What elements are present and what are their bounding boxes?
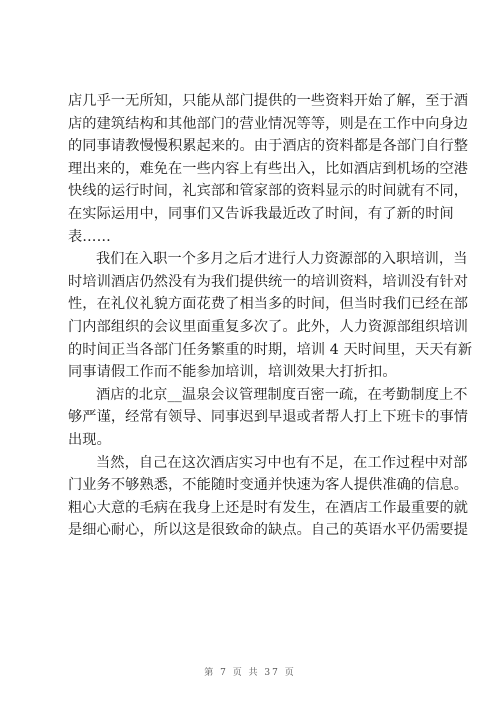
text-line: 粗心大意的毛病在我身上还是时有发生，在酒店工作最重要的就 <box>68 499 469 516</box>
paragraph-first-line: 酒店的北京__温泉会议管理制度百密一疏，在考勤制度上不 <box>96 386 468 403</box>
body-text <box>68 90 473 542</box>
text-line: 出现。 <box>68 431 111 448</box>
text-line: 性，在礼仪礼貌方面花费了相当多的时间，但当时我们已经在部 <box>68 296 469 313</box>
paragraph-first-line: 当然，自己在这次酒店实习中也有不足，在工作过程中对部 <box>96 454 468 471</box>
text-line: 门内部组织的会议里面重复多次了。此外，人力资源部组织培训 <box>68 318 469 335</box>
text-line: 的时间正当各部门任务繁重的时期，培训 4 天时间里，天天有新 <box>68 341 473 358</box>
page-number-footer: 第 7 页 共 37 页 <box>204 668 296 678</box>
paragraph-first-line: 我们在入职一个多月之后才进行人力资源部的入职培训，当 <box>96 251 468 268</box>
text-line: 的同事请教慢慢积累起来的。由于酒店的资料都是各部门自行整 <box>68 138 469 155</box>
text-line: 时培训酒店仍然没有为我们提供统一的培训资料，培训没有针对 <box>68 273 469 290</box>
text-line: 在实际运用中，同事们又告诉我最近改了时间，有了新的时间 <box>68 205 454 222</box>
text-line: 同事请假工作而不能参加培训，培训效果大打折扣。 <box>68 364 397 381</box>
text-line: 店的建筑结构和其他部门的营业情况等等，则是在工作中向身边 <box>68 115 469 132</box>
text-line: 门业务不够熟悉，不能随时变通并快速为客人提供准确的信息。 <box>68 477 469 494</box>
text-line: 店几乎一无所知，只能从部门提供的一些资料开始了解，至于酒 <box>68 93 469 109</box>
text-line: 是细心耐心，所以这是很致命的缺点。自己的英语水平仍需要提 <box>68 522 469 539</box>
text-line: 理出来的，难免在一些内容上有些出入，比如酒店到机场的空港 <box>68 160 469 177</box>
text-line: 快线的运行时间，礼宾部和管家部的资料显示的时间就有不同， <box>68 183 469 200</box>
text-line: 表…… <box>68 228 111 245</box>
text-line: 够严谨，经常有领导、同事迟到早退或者帮人打上下班卡的事情 <box>68 409 469 426</box>
